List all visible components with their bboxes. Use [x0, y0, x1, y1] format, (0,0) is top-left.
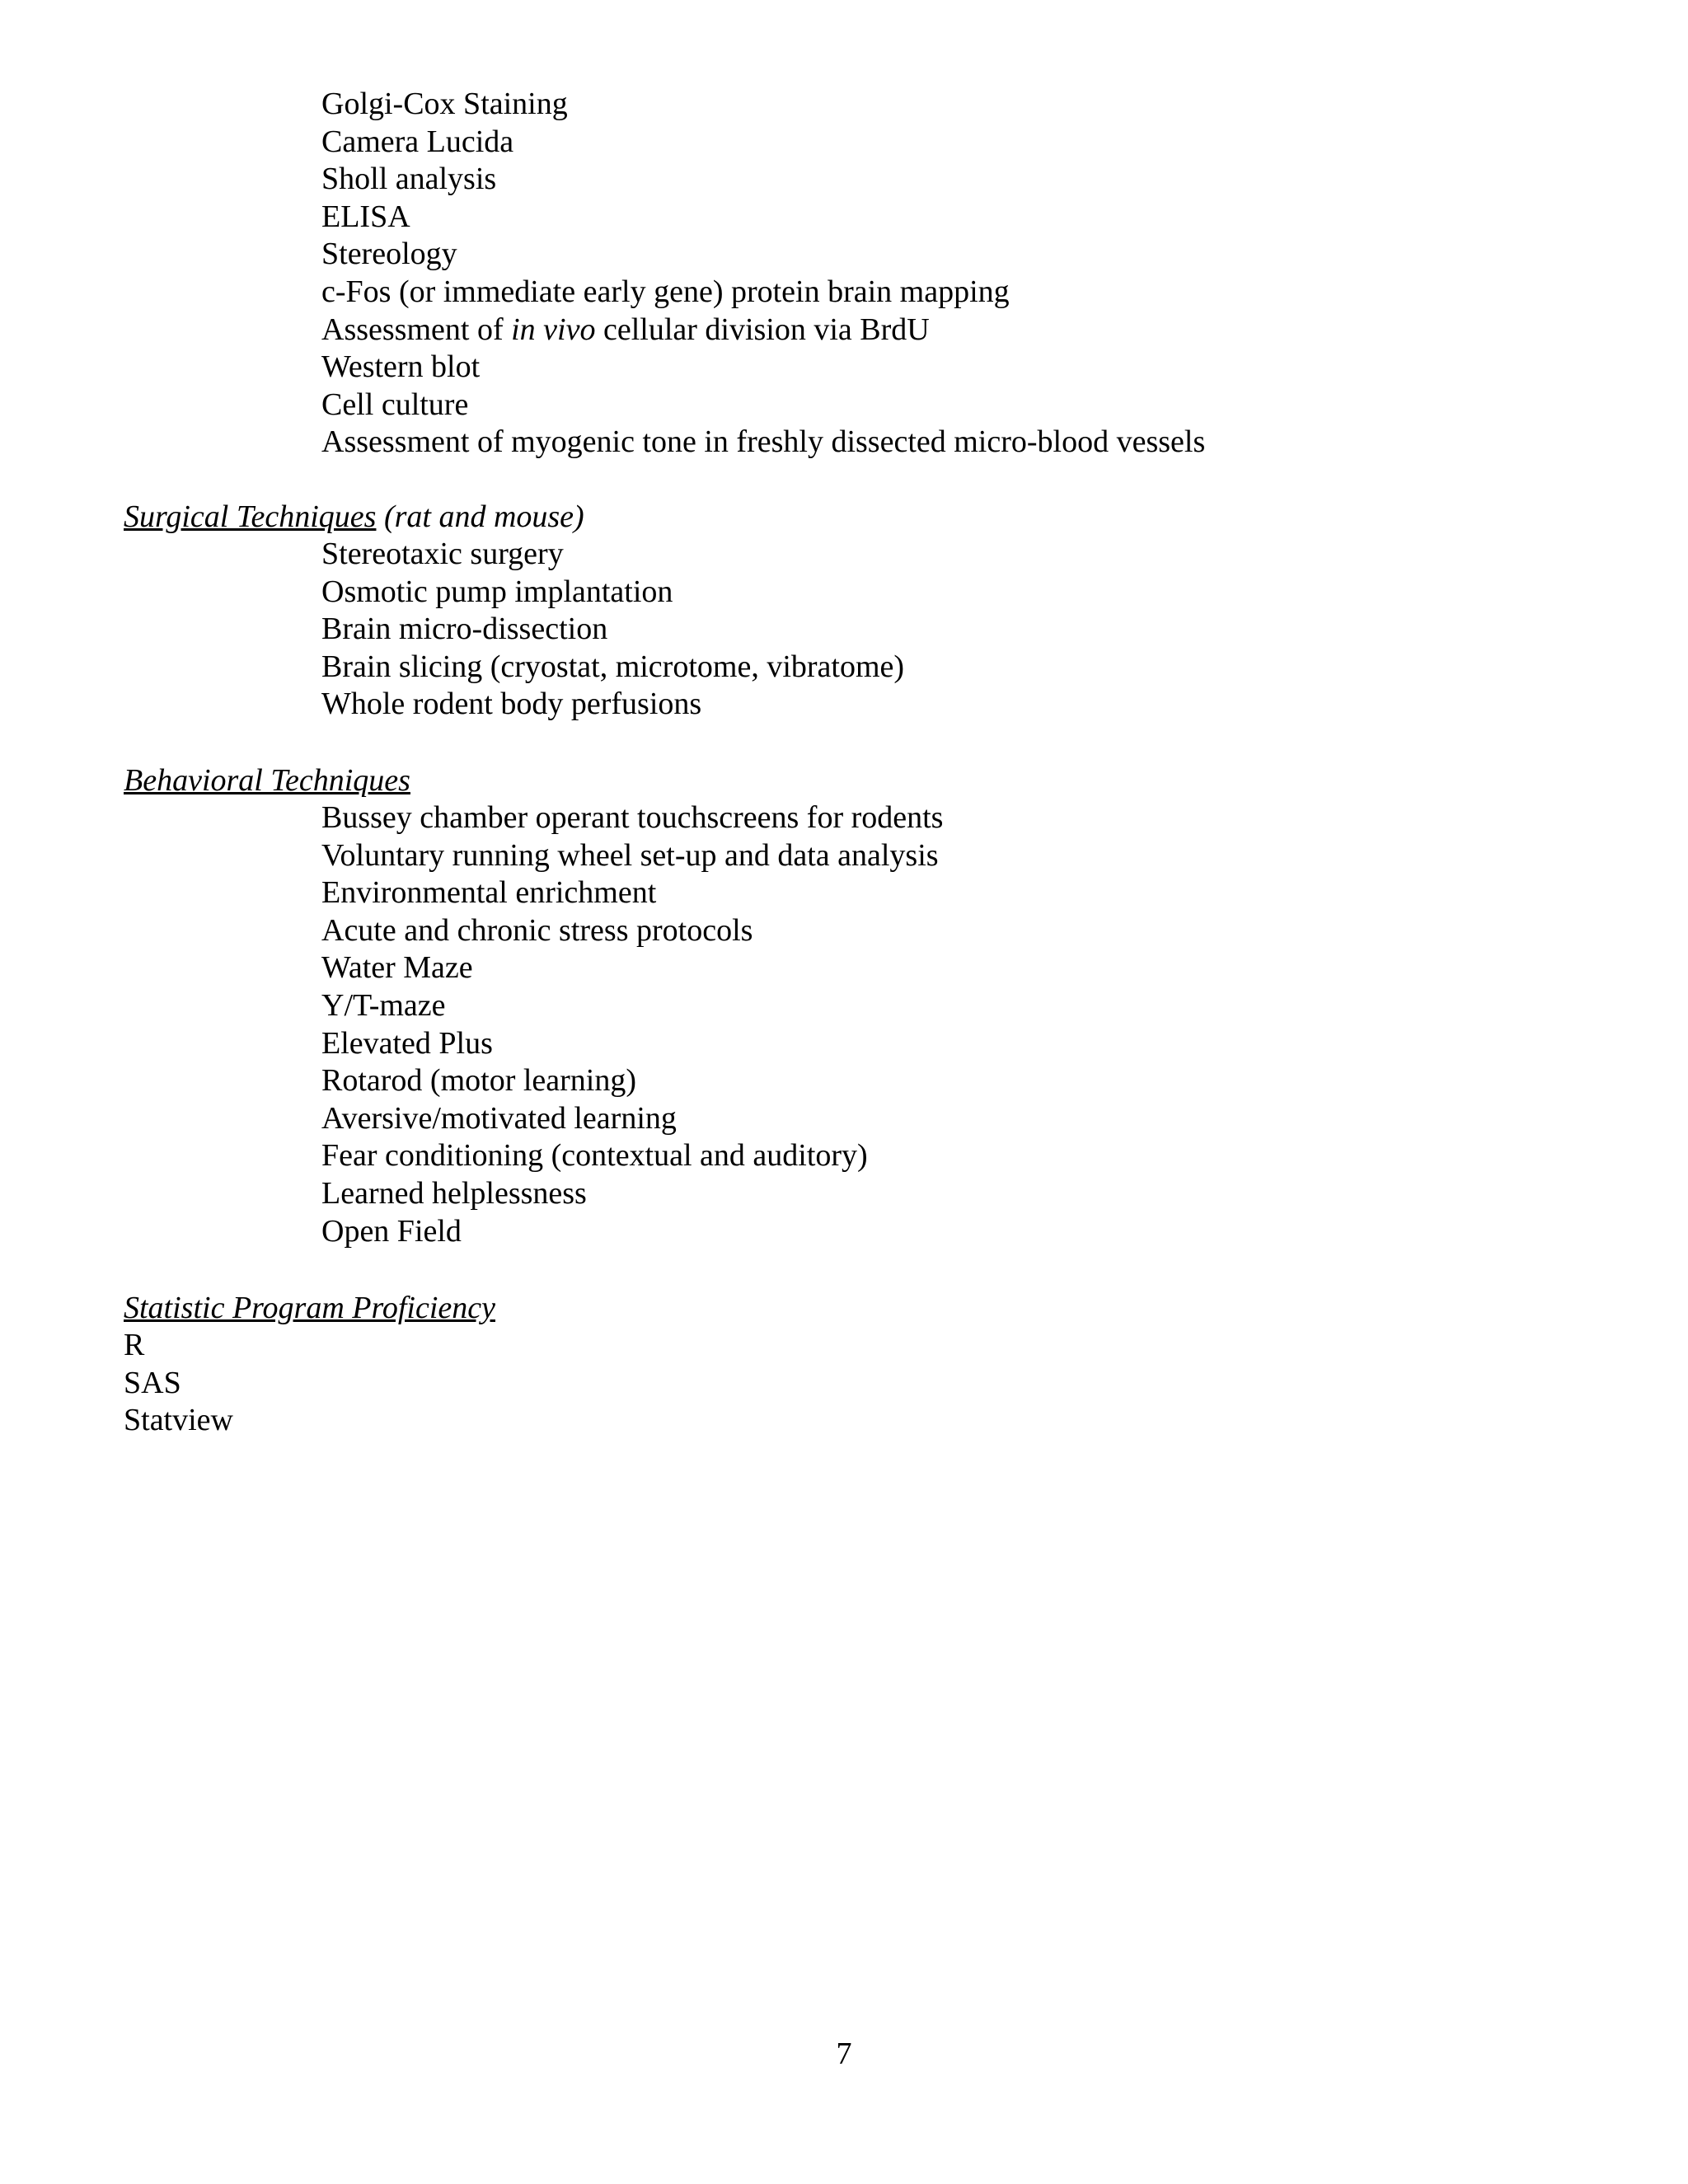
list-item: Stereotaxic surgery	[321, 537, 564, 571]
statistics-list	[124, 1327, 233, 1440]
list-item: Sholl analysis	[321, 162, 497, 197]
text-segment: cellular division via BrdU	[595, 312, 930, 347]
list-item: c-Fos (or immediate early gene) protein brain mapping	[321, 274, 1010, 309]
list-item: Cell culture	[321, 387, 469, 422]
list-item: Elevated Plus	[321, 1025, 493, 1061]
text-segment: Assessment of	[321, 312, 512, 347]
list-item: SAS	[124, 1365, 181, 1400]
list-item: Learned helplessness	[321, 1175, 587, 1211]
list-item: Stereology	[321, 237, 457, 272]
list-item: Environmental enrichment	[321, 875, 657, 911]
list-item: ELISA	[321, 199, 410, 234]
surgical-techniques-list	[321, 536, 904, 724]
section-heading-surgical	[124, 499, 584, 537]
list-item: Water Maze	[321, 950, 473, 986]
list-item: Voluntary running wheel set-up and data analysis	[321, 837, 939, 873]
list-item: Western blot	[321, 349, 481, 385]
heading-text: Statistic Program Proficiency	[124, 1291, 495, 1325]
page-number: 7	[836, 2036, 852, 2071]
list-item: Camera Lucida	[321, 124, 514, 159]
list-item: Whole rodent body perfusions	[321, 687, 702, 722]
section-heading-behavioral	[124, 762, 410, 800]
list-item: Brain slicing (cryostat, microtome, vibratome)	[321, 649, 905, 684]
heading-suffix: (rat and mouse)	[376, 499, 584, 534]
list-item: Rotarod (motor learning)	[321, 1063, 637, 1099]
list-item: Bussey chamber operant touchscreens for rodents	[321, 800, 944, 835]
list-item: Acute and chronic stress protocols	[321, 912, 753, 948]
list-item: Osmotic pump implantation	[321, 574, 673, 609]
behavioral-techniques-list	[321, 799, 943, 1250]
list-item: Golgi-Cox Staining	[321, 87, 568, 121]
list-item: Open Field	[321, 1213, 462, 1249]
lab-techniques-list	[321, 86, 1205, 462]
list-item: R	[124, 1328, 145, 1362]
list-item: Y/T-maze	[321, 987, 446, 1023]
section-heading-statistics	[124, 1290, 495, 1328]
heading-text: Behavioral Techniques	[124, 763, 410, 798]
list-item: Assessment of myogenic tone in freshly dissected micro-blood vessels	[321, 424, 1206, 460]
italic-term: in vivo	[511, 312, 596, 347]
list-item-brdu	[321, 312, 1205, 349]
list-item: Statview	[124, 1403, 233, 1438]
list-item: Brain micro-dissection	[321, 612, 608, 647]
heading-text: Surgical Techniques	[124, 499, 377, 534]
list-item: Fear conditioning (contextual and auditory)	[321, 1138, 868, 1174]
list-item: Aversive/motivated learning	[321, 1100, 677, 1136]
